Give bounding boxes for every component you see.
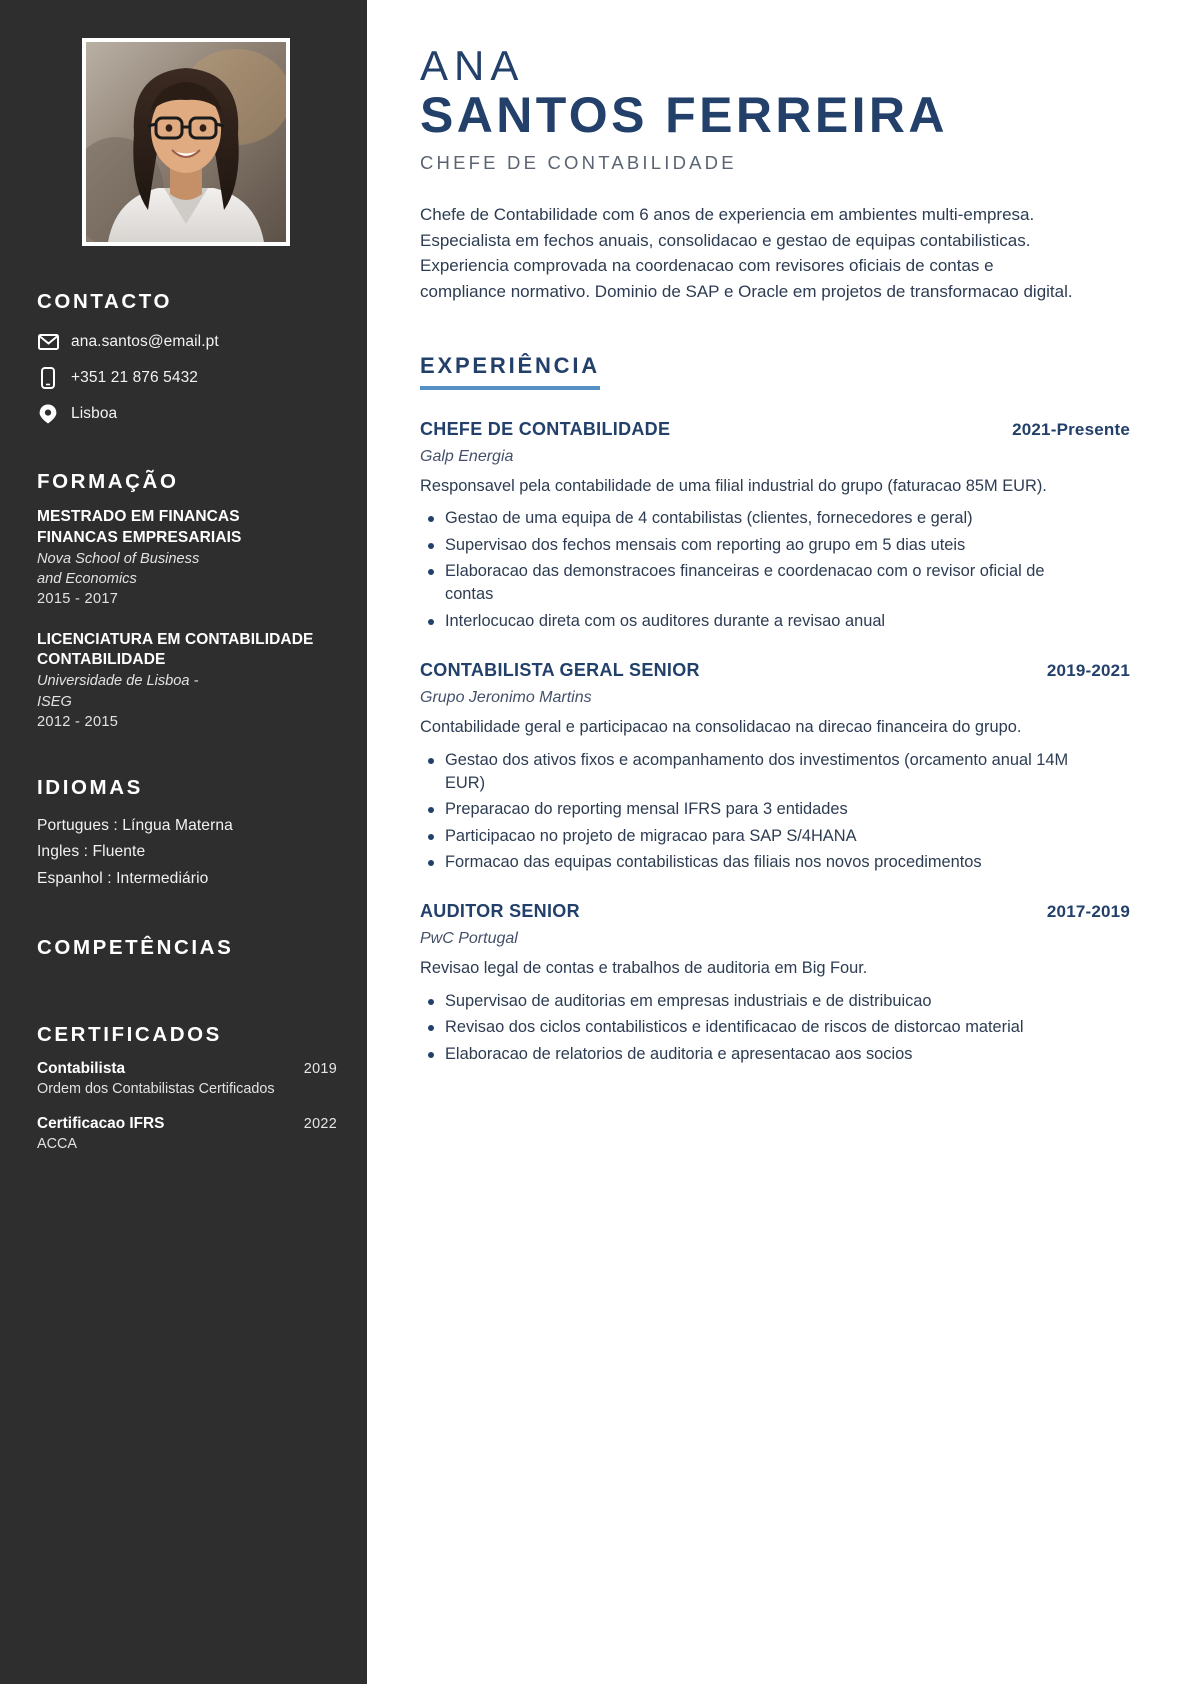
languages-heading: IDIOMAS: [37, 776, 143, 800]
experience-bullet: Gestao de uma equipa de 4 contabilistas (clientes, fornecedores e geral): [420, 507, 1070, 530]
experience-section-heading: EXPERIÊNCIA: [420, 353, 600, 390]
certificate-year: 2022: [303, 1116, 337, 1133]
envelope-icon: [37, 330, 59, 354]
experience-role: CHEFE DE CONTABILIDADE: [420, 418, 671, 439]
experience-bullet: Formacao das equipas contabilisticas das filiais nos novos procedimentos: [420, 851, 1070, 874]
experience-company: Grupo Jeronimo Martins: [420, 688, 592, 706]
contact-heading: CONTACTO: [37, 290, 173, 313]
last-name: SANTOS FERREIRA: [420, 87, 948, 144]
education-degree-line-2: FINANCAS EMPRESARIAIS: [37, 528, 242, 546]
experience-bullet: Preparacao do reporting mensal IFRS para 3 entidades: [420, 798, 1070, 821]
contact-phone-value: +351 21 876 5432: [71, 369, 199, 386]
experience-description: Responsavel pela contabilidade de uma filial industrial do grupo (faturacao 85M EUR).: [420, 476, 1047, 495]
experience-bullet: Revisao dos ciclos contabilisticos e identificacao de riscos de distorcao material: [420, 1016, 1070, 1039]
education-school-line-2: and Economics: [37, 571, 137, 588]
language-item: Portugues : Língua Materna: [37, 817, 233, 835]
experience-company: Galp Energia: [420, 447, 514, 465]
experience-entry: [420, 660, 1130, 874]
experience-dates: 2019-2021: [1046, 660, 1130, 680]
certificate-item: [37, 1115, 337, 1154]
contact-location-value: Lisboa: [71, 405, 118, 422]
education-heading: FORMAÇÃO: [37, 470, 179, 493]
experience-bullet: Participacao no projeto de migracao para SAP S/4HANA: [420, 825, 1070, 848]
education-degree-line-1: MESTRADO EM FINANCAS: [37, 508, 240, 525]
first-name: ANA: [420, 42, 525, 89]
experience-role: CONTABILISTA GERAL SENIOR: [420, 659, 700, 680]
professional-summary: Chefe de Contabilidade com 6 anos de experiencia em ambientes multi-empresa. Especialista em fechos anuais, consolidacao e gestao de equipas contabilisticas. Experiencia comprovada na coordenacao com revisores oficiais de contas e compliance normativo. Dominio de SAP e Oracle em projetos de transformacao digital.: [420, 205, 1073, 301]
sidebar: [0, 0, 367, 1684]
contact-email-value: ana.santos@email.pt: [71, 333, 219, 350]
contact-item-phone[interactable]: [37, 366, 337, 390]
profile-photo: [82, 38, 290, 246]
experience-bullet: Gestao dos ativos fixos e acompanhamento dos investimentos (orcamento anual 14M EUR): [420, 749, 1070, 796]
experience-bullet: Supervisao dos fechos mensais com reporting ao grupo em 5 dias uteis: [420, 534, 1070, 557]
education-item: [37, 630, 337, 733]
education-school-line-2: ISEG: [37, 693, 72, 710]
skills-list-empty: [37, 973, 337, 979]
certificate-item: [37, 1060, 337, 1099]
experience-entry: [420, 901, 1130, 1066]
certificate-name: Contabilista: [37, 1059, 126, 1077]
phone-icon: [37, 366, 59, 390]
skills-heading: COMPETÊNCIAS: [37, 935, 234, 959]
education-item: [37, 507, 337, 610]
experience-bullet-list: [420, 749, 1130, 874]
education-years: 2012 - 2015: [37, 713, 119, 730]
location-pin-icon: [37, 402, 59, 426]
certificate-issuer: Ordem dos Contabilistas Certificados: [37, 1080, 275, 1097]
certificate-year: 2019: [303, 1060, 337, 1077]
experience-description: Contabilidade geral e participacao na consolidacao na direcao financeira do grupo.: [420, 717, 1022, 736]
experience-company: PwC Portugal: [420, 930, 518, 948]
experience-bullet: Elaboracao de relatorios de auditoria e apresentacao aos socios: [420, 1043, 1070, 1066]
education-school-line-1: Universidade de Lisboa -: [37, 673, 199, 690]
experience-dates: 2021-Presente: [1012, 419, 1130, 439]
experience-bullet: Interlocucao direta com os auditores durante a revisao anual: [420, 610, 1070, 633]
education-school-line-1: Nova School of Business: [37, 550, 200, 567]
experience-bullet-list: [420, 990, 1130, 1066]
education-degree-line-2: CONTABILIDADE: [37, 651, 166, 669]
experience-bullet: Elaboracao das demonstracoes financeiras e coordenacao com o revisor oficial de contas: [420, 560, 1070, 607]
experience-description: Revisao legal de contas e trabalhos de auditoria em Big Four.: [420, 959, 868, 978]
main-content: [367, 0, 1190, 1684]
profile-photo-image: [86, 42, 286, 242]
education-degree-line-1: LICENCIATURA EM CONTABILIDADE: [37, 630, 314, 648]
experience-bullet-list: [420, 507, 1130, 632]
experience-role: AUDITOR SENIOR: [420, 901, 580, 922]
language-item: Espanhol : Intermediário: [37, 869, 209, 887]
job-title: CHEFE DE CONTABILIDADE: [420, 152, 737, 174]
contact-item-location[interactable]: [37, 402, 337, 426]
contact-item-email[interactable]: [37, 330, 337, 354]
certificates-heading: CERTIFICADOS: [37, 1022, 222, 1046]
experience-bullet: Supervisao de auditorias em empresas industriais e de distribuicao: [420, 990, 1070, 1013]
certificate-name: Certificacao IFRS: [37, 1115, 165, 1133]
experience-entry: [420, 419, 1130, 633]
experience-dates: 2017-2019: [1046, 902, 1130, 922]
education-years: 2015 - 2017: [37, 590, 119, 607]
certificate-issuer: ACCA: [37, 1136, 77, 1153]
language-item: Ingles : Fluente: [37, 843, 146, 861]
